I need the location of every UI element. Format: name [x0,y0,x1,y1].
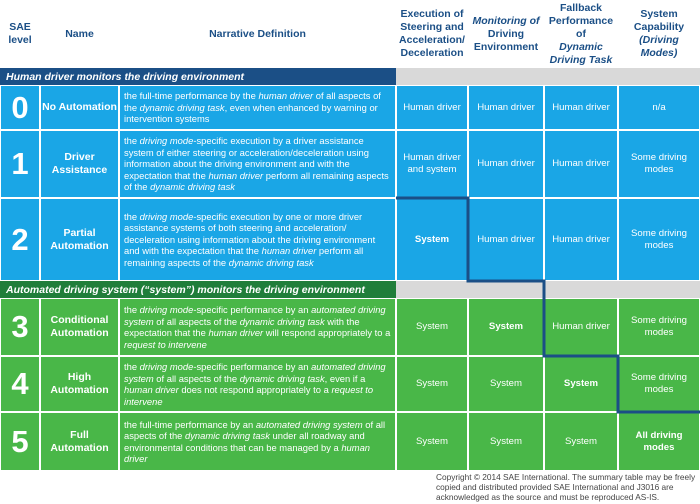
level-0-fallback-text: Human driver [552,101,610,113]
level-2-level-text: 2 [11,221,29,257]
header-capability: System Capability (Driving Modes) [618,0,700,68]
level-1-level-text: 1 [11,146,29,181]
level-5-capability-text: All driving modes [635,429,683,453]
header-fallback: Fallback Performance of Dynamic Driving Task [544,0,618,68]
level-1-definition-text: the driving mode-specific execution by a driver assistance system of either steering or acceleration/deceleration using information about the driving environment and with the expectation that the human driver perform all remaining aspects of the dynamic driving task [124,135,389,193]
level-1-fallback-text: Human driver [552,158,610,169]
level-2-execution-text: System [414,233,450,245]
header-monitoring-italic: Monitoring of [472,14,540,27]
level-2-fallback-text: Human driver [552,233,610,245]
level-2-definition-text: the driving mode-specific execution by one or more driver assistance systems of both steering and acceleration/ deceleration using information about the driving environment and with the expectation that the human driver perform all remaining aspects of the dynamic driving task [124,210,376,268]
level-3-level-text: 3 [11,309,29,344]
level-0-monitoring-text: Human driver [477,101,535,113]
level-3-capability-text: Some driving modes [631,315,687,338]
header-monitoring: Monitoring of Driving Environment [468,0,544,68]
level-1-monitoring-text: Human driver [477,158,535,169]
level-0-execution-text: Human driver [403,101,461,113]
level-4-definition-text: the driving mode-specific performance by an automated driving system of all aspects of the dynamic driving task, even if a human driver does not respond appropriately to a request to intervene [124,361,386,407]
level-4-capability-text: Some driving modes [631,372,687,395]
level-3-name-text: Conditional Automation [50,314,109,339]
header-sae-level: SAE level [0,0,40,68]
level-1-name-text: Driver Assistance [51,151,108,176]
header-name: Name [40,0,119,68]
band-automated-label: Automated driving system (“system”) monitors the driving environment [6,283,365,296]
level-2-name-text: Partial Automation [50,226,109,252]
level-4-level-text: 4 [11,366,29,401]
level-0-level-text: 0 [11,89,29,125]
level-0-definition-text: the full-time performance by the human driver of all aspects of the dynamic driving task, even when enhanced by warning or intervention systems [124,90,381,125]
header-narrative-definition: Narrative Definition [119,0,396,68]
level-5-name-text: Full Automation [50,428,109,454]
level-1-capability-text: Some driving modes [631,152,687,175]
level-3-fallback-text: Human driver [552,321,610,332]
level-2-monitoring-text: Human driver [477,233,535,245]
level-0-capability-text: n/a [652,101,666,113]
level-4-execution-text: System [416,378,448,389]
level-3-monitoring-text: System [488,321,524,332]
level-1-execution-text: Human driver and system [403,152,461,175]
band-human-label: Human driver monitors the driving environment [6,70,245,83]
level-2-capability-text: Some driving modes [631,227,687,251]
level-5-level-text: 5 [11,423,29,459]
header-execution: Execution of Steering and Acceleration/ Deceleration [396,0,468,68]
copyright-notice: Copyright © 2014 SAE International. The summary table may be freely copied and distributed provided SAE International and J3016 are acknowledged as the source and must be reproduced AS-IS. [436,472,696,502]
level-5-definition-text: the full-time performance by an automated driving system of all aspects of the dynamic driving task under all roadway and environmental conditions that can be managed by a human driver [124,418,386,464]
level-5-execution-text: System [416,435,448,447]
level-5-monitoring-text: System [490,435,522,447]
level-3-execution-text: System [416,321,448,332]
level-4-name-text: High Automation [50,371,109,396]
level-0-name-text: No Automation [42,101,117,113]
level-4-fallback-text: System [563,378,599,389]
level-3-definition-text: the driving mode-specific performance by an automated driving system of all aspects of the dynamic driving task with the expectation that the human driver will respond appropriately to a request to intervene [124,304,391,350]
level-4-monitoring-text: System [490,378,522,389]
level-5-fallback-text: System [565,435,597,447]
